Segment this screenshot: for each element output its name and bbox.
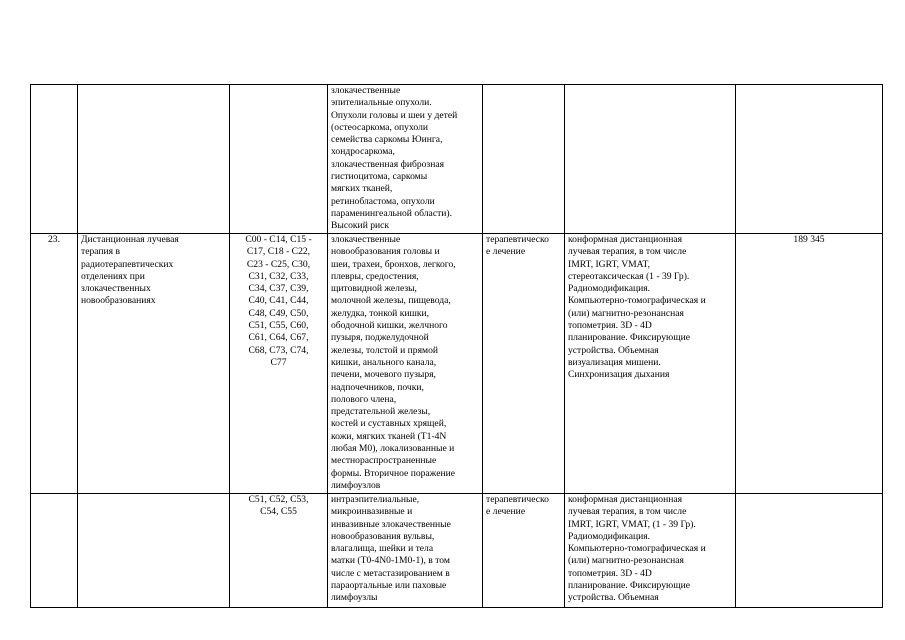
patient-model-cell: злокачественные эпителиальные опухоли. Опухоли головы и шеи у детей (остеосаркома, опухоли семейства саркомы Юинга, хондросаркома, злокачественная фиброзная гистиоцитома, саркомы мягких тканей, ретинобластома, опухоли параменингеальной области). Высокий риск <box>328 85 483 234</box>
cost-cell <box>736 494 883 608</box>
treatment-type-cell <box>483 85 565 234</box>
treatment-method-cell <box>565 85 736 234</box>
table-row <box>31 234 883 494</box>
icd-codes-cell: C00 - C14, C15 - C17, C18 - C22, C23 - C25, C30, C31, C32, C33, C34, C37, C39, C40, C41, C44, C48, C49, C50, C51, C55, C60, C61, C64, C67, C68, C73, C74, C77 <box>230 234 328 494</box>
cost-cell: 189 345 <box>736 234 883 494</box>
icd-codes-cell <box>230 85 328 234</box>
care-name-cell <box>78 494 230 608</box>
table-row <box>31 85 883 234</box>
cost-cell <box>736 85 883 234</box>
icd-codes-cell: C51, C52, C53, C54, C55 <box>230 494 328 608</box>
patient-model-cell: интраэпителиальные, микроинвазивные и инвазивные злокачественные новообразования вульвы, влагалища, шейки и тела матки (T0-4N0-1M0-1), в том числе с метастазированием в параортальные или паховые лимфоузлы <box>328 494 483 608</box>
medical-care-table <box>30 84 883 608</box>
treatment-method-cell: конформная дистанционная лучевая терапия, в том числе IMRT, IGRT, VMAT, (1 - 39 Гр). Радиомодификация. Компьютерно-томографическая и (или) магнитно-резонансная топометрия. 3D - 4D планирование. Фиксирующие устройства. Объемная <box>565 494 736 608</box>
table-row <box>31 494 883 608</box>
row-number-cell <box>31 494 78 608</box>
treatment-type-cell: терапевтическо е лечение <box>483 494 565 608</box>
care-name-cell <box>78 85 230 234</box>
treatment-method-cell: конформная дистанционная лучевая терапия, в том числе IMRT, IGRT, VMAT, стереотаксическая (1 - 39 Гр). Радиомодификация. Компьютерно-томографическая и (или) магнитно-резонансная топометрия. 3D - 4D планирование. Фиксирующие устройства. Объемная визуализация мишени. Синхронизация дыхания <box>565 234 736 494</box>
care-name-cell: Дистанционная лучевая терапия в радиотерапевтических отделениях при злокачественных новообразованиях <box>78 234 230 494</box>
row-number-cell <box>31 85 78 234</box>
treatment-type-cell: терапевтическо е лечение <box>483 234 565 494</box>
patient-model-cell: злокачественные новообразования головы и шеи, трахеи, бронхов, легкого, плевры, средостения, щитовидной железы, молочной железы, пищевода, желудка, тонкой кишки, ободочной кишки, желчного пузыря, поджелудочной железы, толстой и прямой кишки, анального канала, печени, мочевого пузыря, надпочечников, почки, полового члена, предстательной железы, костей и суставных хрящей, кожи, мягких тканей (T1-4N любая M0), локализованные и местнораспространенные формы. Вторичное поражение лимфоузлов <box>328 234 483 494</box>
row-number-cell: 23. <box>31 234 78 494</box>
